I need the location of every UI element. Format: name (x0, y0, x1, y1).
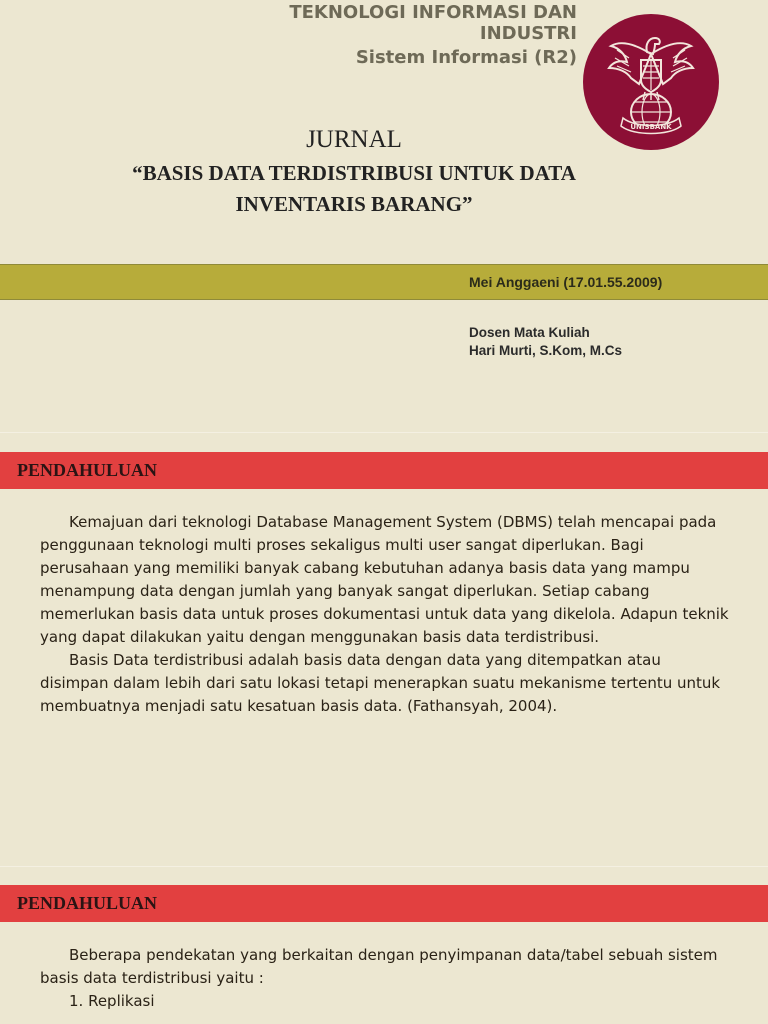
body-text (40, 944, 730, 1013)
program-name: Sistem Informasi (R2) (355, 47, 577, 68)
section-title: PENDAHULUAN (17, 460, 158, 480)
lecturer-label: Dosen Mata Kuliah (469, 325, 590, 340)
institution-header (289, 2, 577, 70)
paragraph-1: Beberapa pendekatan yang berkaitan dengan penyimpanan data/tabel sebuah sistem basis data terdistribusi yaitu : (40, 946, 718, 987)
institution-line-2: INDUSTRI (479, 23, 577, 44)
title-slide (0, 0, 768, 432)
author-name: Mei Anggaeni (17.01.55.2009) (469, 274, 663, 290)
journal-title (80, 158, 628, 220)
section-header (0, 885, 768, 922)
paragraph-1: Kemajuan dari teknologi Database Management System (DBMS) telah mencapai pada penggunaan teknologi multi proses sekaligus multi user sangat diperlukan. Bagi perusahaan yang memiliki banyak cabang kebutuhan adanya basis data yang mampu menampung data dengan jumlah yang banyak sangat diperlukan. Setiap cabang memerlukan basis data untuk proses dokumentasi untuk data yang dikelola. Adapun teknik yang dapat dilakukan yaitu dengan menggunakan basis data terdistribusi. (40, 513, 729, 646)
body-text (40, 511, 730, 718)
lecturer-name: Hari Murti, S.Kom, M.Cs (469, 343, 623, 358)
list-item: 1. Replikasi (69, 992, 155, 1010)
section-title: PENDAHULUAN (17, 893, 158, 913)
introduction-slide-1 (0, 432, 768, 866)
journal-heading: JURNAL (306, 126, 402, 153)
author-band (0, 264, 768, 300)
lecturer-info (469, 324, 622, 360)
introduction-slide-2 (0, 866, 768, 1024)
journal-title-line-2: INVENTARIS BARANG” (235, 192, 473, 216)
section-header (0, 452, 768, 489)
institution-line-1: TEKNOLOGI INFORMASI DAN (289, 2, 577, 23)
logo-text: UNISBANK (630, 123, 672, 131)
paragraph-2: Basis Data terdistribusi adalah basis data dengan data yang ditempatkan atau disimpan dalam lebih dari satu lokasi tetapi menerapkan suatu mekanisme tertentu untuk membuatnya menjadi satu kesatuan basis data. (Fathansyah, 2004). (40, 651, 721, 715)
journal-title-line-1: “BASIS DATA TERDISTRIBUSI UNTUK DATA (132, 161, 576, 185)
